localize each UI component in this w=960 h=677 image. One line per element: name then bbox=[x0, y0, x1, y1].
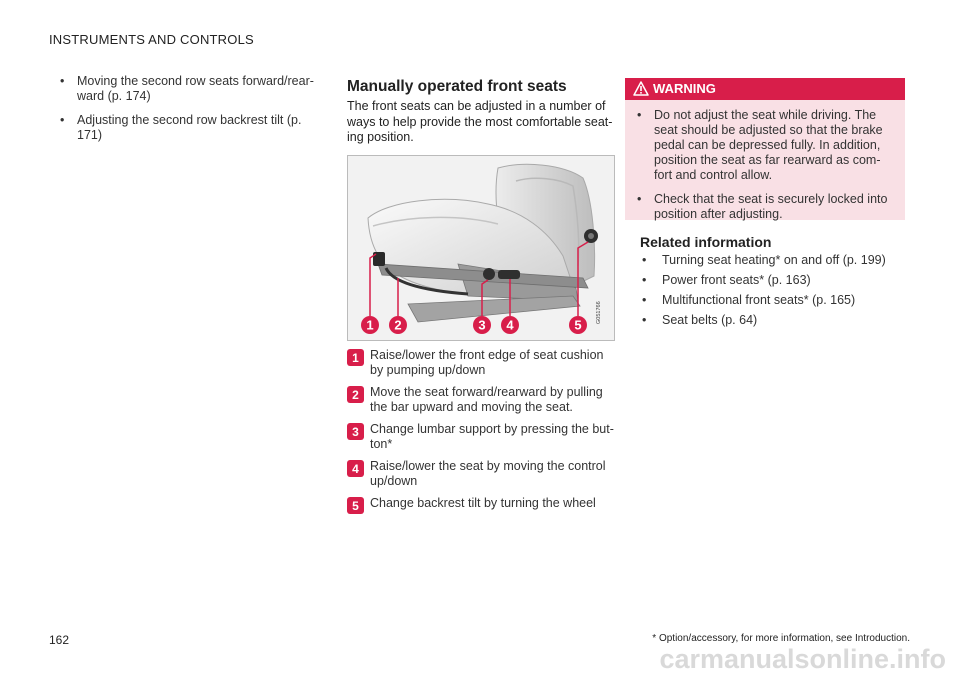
callout-1-label: 1 bbox=[366, 317, 374, 333]
intro-text: The front seats can be adjusted in a number of ways to help provide the most comfortable seat-ing position. bbox=[347, 99, 613, 144]
callout-4 bbox=[501, 316, 519, 334]
left-list bbox=[58, 74, 318, 143]
step-text: Raise/lower the seat by moving the control up/down bbox=[370, 459, 606, 488]
related-title: Related information bbox=[640, 234, 772, 250]
callout-3-label: 3 bbox=[478, 317, 486, 333]
svg-text:1: 1 bbox=[352, 351, 359, 365]
seat-drawing bbox=[348, 156, 614, 340]
callout-3 bbox=[473, 316, 491, 334]
callout-4-label: 4 bbox=[506, 317, 514, 333]
svg-text:3: 3 bbox=[352, 425, 359, 439]
figure-code: G051766 bbox=[596, 301, 602, 324]
callout-2-label: 2 bbox=[394, 317, 402, 333]
callout-5 bbox=[569, 316, 587, 334]
step-number-badge bbox=[347, 460, 364, 477]
footnote: * Option/accessory, for more information, see Introduction. bbox=[652, 633, 910, 644]
related-link[interactable]: • Turning seat heating* on and off (p. 199) bbox=[640, 253, 910, 268]
step-item bbox=[347, 348, 615, 378]
related-list bbox=[640, 253, 910, 328]
step-item bbox=[347, 385, 615, 415]
step-text: Change lumbar support by pressing the but-ton* bbox=[370, 422, 614, 451]
warning-box bbox=[625, 78, 905, 220]
related-link[interactable]: • Seat belts (p. 64) bbox=[640, 313, 910, 328]
step-text: Raise/lower the front edge of seat cushion by pumping up/down bbox=[370, 348, 604, 377]
svg-text:2: 2 bbox=[352, 388, 359, 402]
main-column bbox=[347, 78, 615, 146]
steps-list bbox=[347, 348, 615, 518]
warning-list bbox=[625, 100, 905, 222]
page-number: 162 bbox=[49, 633, 70, 647]
svg-text:4: 4 bbox=[352, 462, 359, 476]
related-link[interactable]: • Power front seats* (p. 163) bbox=[640, 273, 910, 288]
left-column bbox=[58, 74, 318, 152]
step-number-badge bbox=[347, 497, 364, 514]
callout-5-label: 5 bbox=[574, 317, 582, 333]
page-title: Manually operated front seats bbox=[347, 78, 567, 95]
warning-header bbox=[625, 78, 905, 100]
step-item bbox=[347, 422, 615, 452]
callout-1 bbox=[361, 316, 379, 334]
step-number-badge bbox=[347, 423, 364, 440]
related-link[interactable]: • Multifunctional front seats* (p. 165) bbox=[640, 293, 910, 308]
step-text: Move the seat forward/rearward by pulling the bar upward and moving the seat. bbox=[370, 385, 603, 414]
seat-illustration bbox=[347, 155, 615, 341]
list-item[interactable]: • Moving the second row seats forward/rear-ward (p. 174) bbox=[58, 74, 318, 104]
svg-text:5: 5 bbox=[352, 499, 359, 513]
warning-triangle-icon bbox=[633, 81, 649, 96]
step-number-badge bbox=[347, 349, 364, 366]
related-information bbox=[640, 234, 910, 333]
list-item[interactable]: • Adjusting the second row backrest tilt (p. 171) bbox=[58, 113, 318, 143]
step-item bbox=[347, 459, 615, 489]
warning-item: • Do not adjust the seat while driving. The seat should be adjusted so that the brake pedal can be depressed fully. In addition, position the seat as far rearward as com-fort and control allow. bbox=[635, 108, 895, 183]
section-title: INSTRUMENTS AND CONTROLS bbox=[49, 32, 254, 47]
callout-2 bbox=[389, 316, 407, 334]
step-text: Change backrest tilt by turning the wheel bbox=[370, 496, 596, 510]
watermark: carmanualsonline.info bbox=[659, 644, 946, 674]
warning-title: WARNING bbox=[653, 81, 716, 96]
warning-item: • Check that the seat is securely locked into position after adjusting. bbox=[635, 192, 895, 222]
step-item bbox=[347, 496, 615, 511]
step-number-badge bbox=[347, 386, 364, 403]
